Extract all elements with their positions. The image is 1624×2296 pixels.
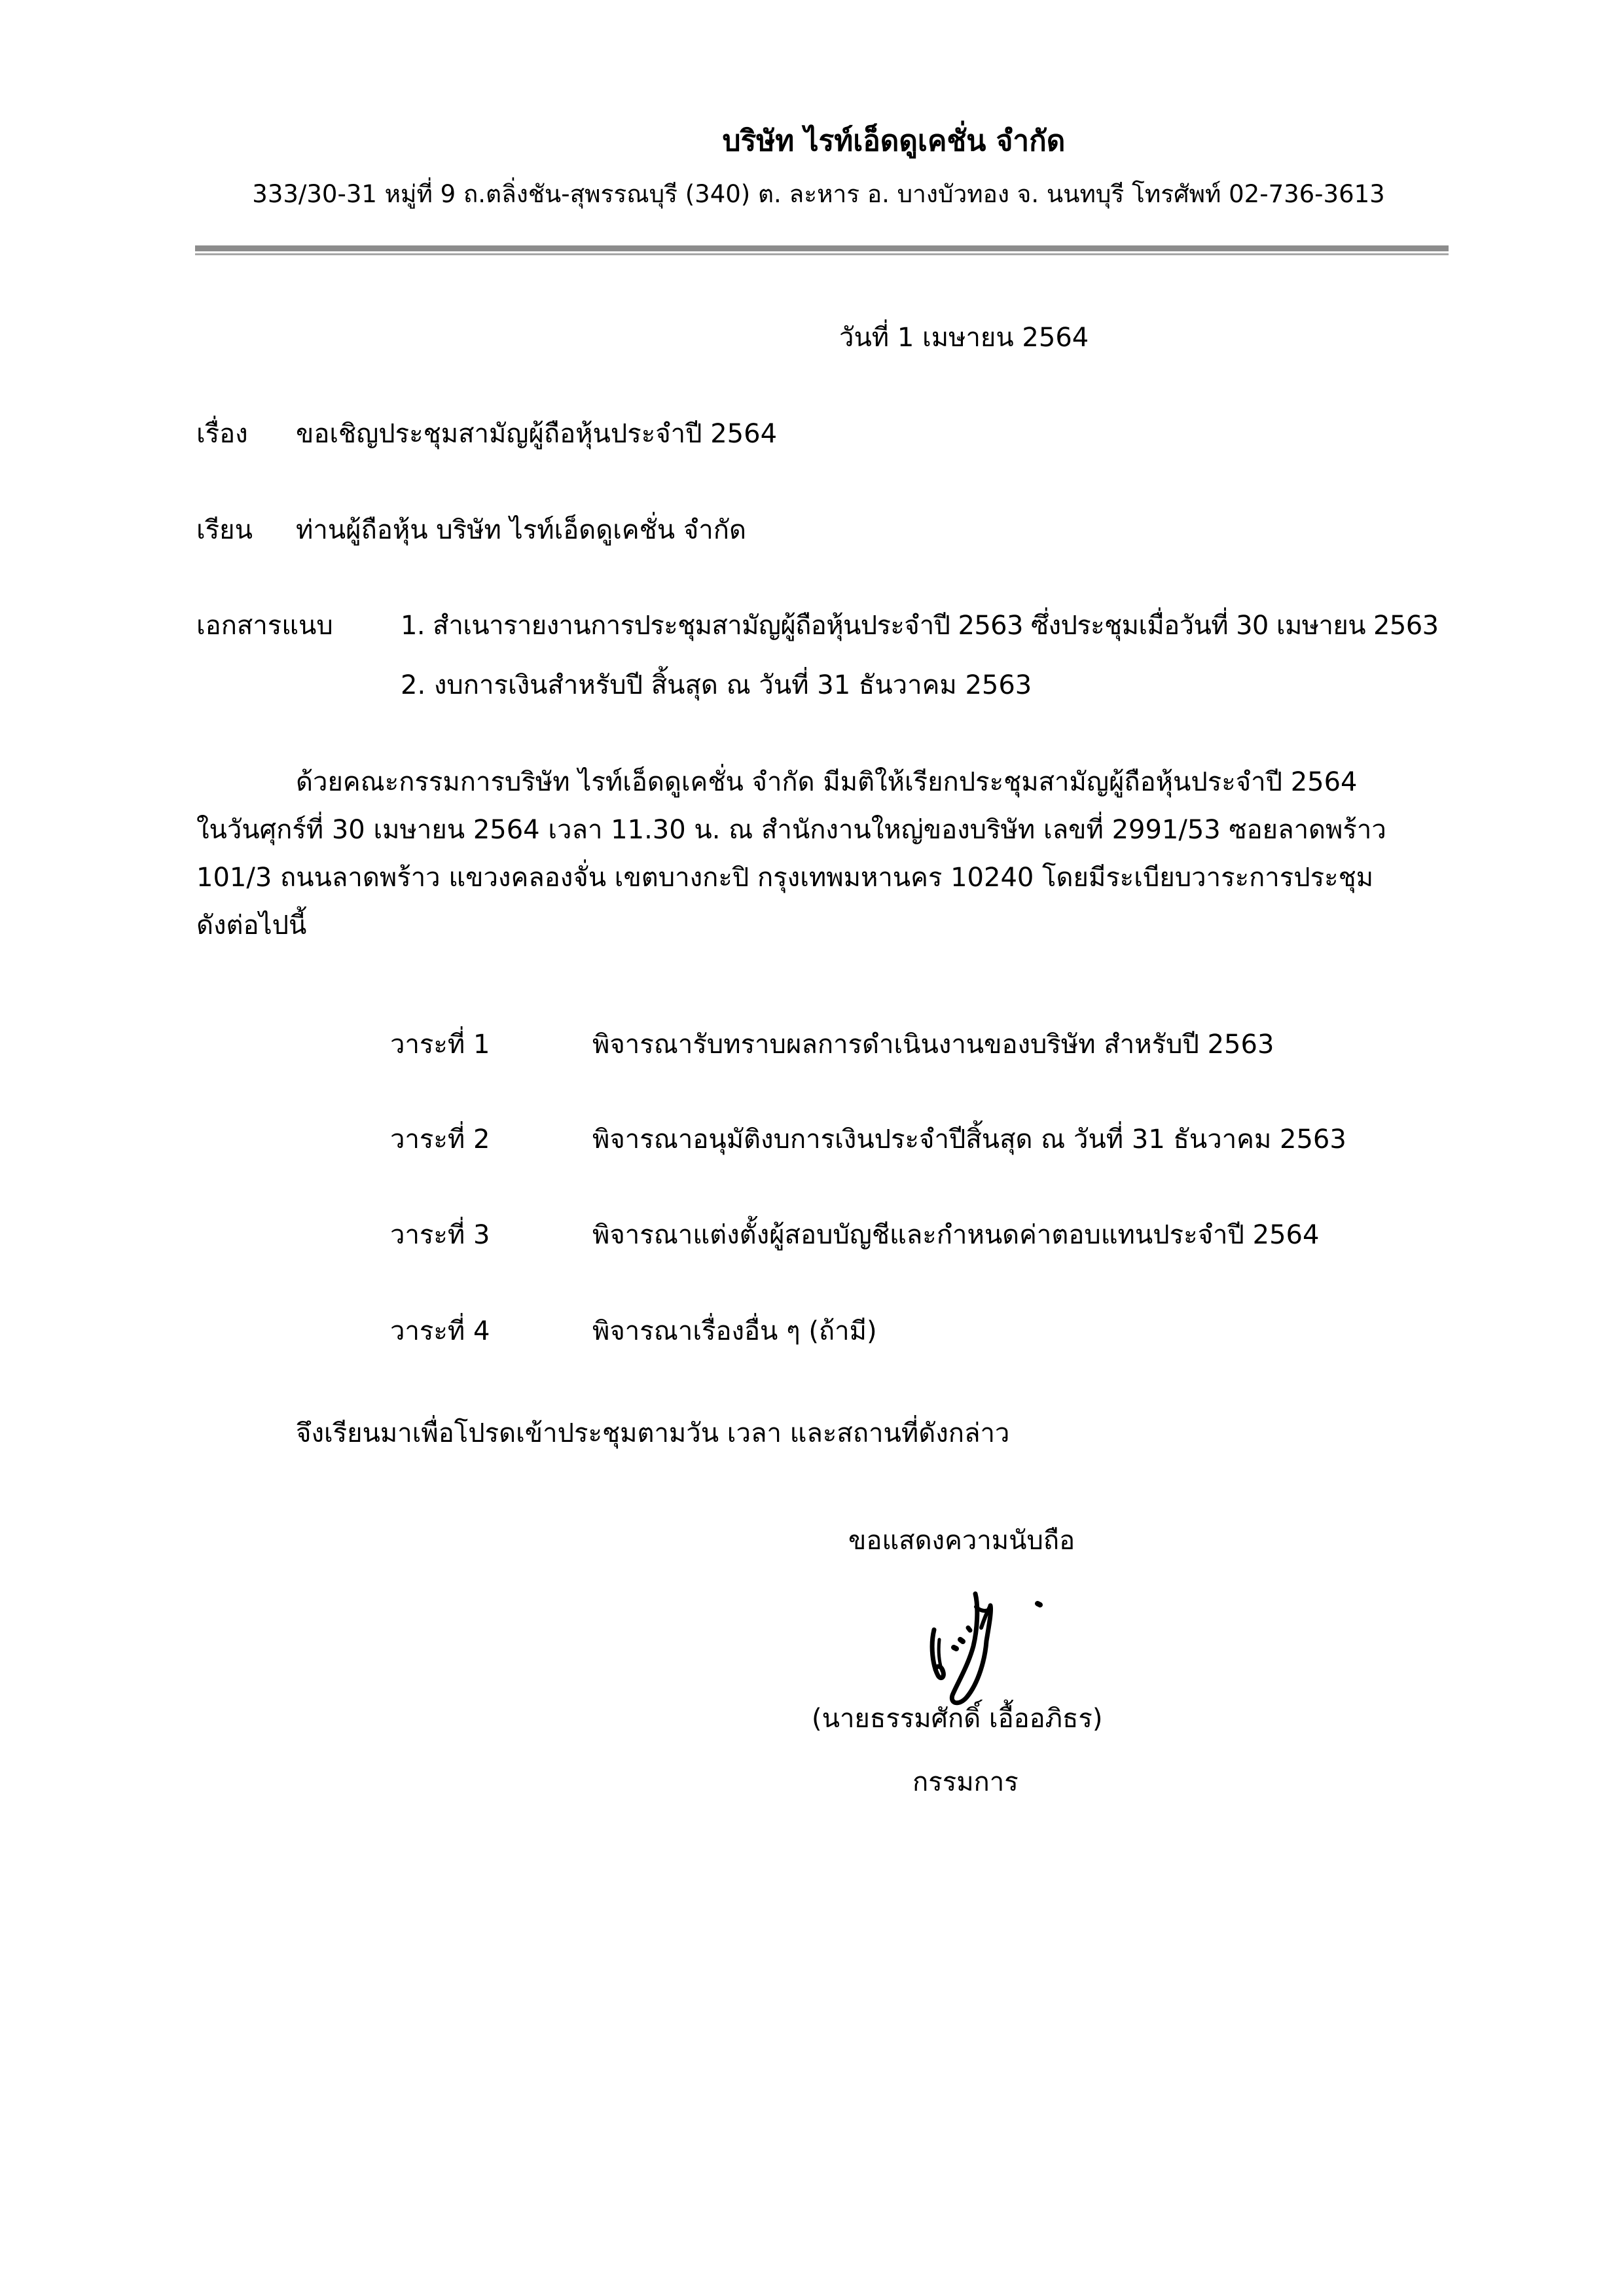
- body-line: ในวันศุกร์ที่ 30 เมษายน 2564 เวลา 11.30 น. ณ สำนักงานใหญ่ของบริษัท เลขที่ 2991/53 ซอยลาดพร้าว: [196, 815, 1386, 845]
- agenda-text: พิจารณารับทราบผลการดำเนินงานของบริษัท สำหรับปี 2563: [592, 1030, 1274, 1060]
- agenda-label: วาระที่ 4: [390, 1316, 490, 1346]
- agenda-label: วาระที่ 3: [390, 1220, 490, 1250]
- enclosure-item: 1. สำเนารายงานการประชุมสามัญผู้ถือหุ้นประจำปี 2563 ซึ่งประชุมเมื่อวันที่ 30 เมษายน 2563: [401, 611, 1439, 641]
- recipient-label: เรียน: [196, 515, 253, 545]
- agenda-text: พิจารณาอนุมัติงบการเงินประจำปีสิ้นสุด ณ วันที่ 31 ธันวาคม 2563: [592, 1124, 1346, 1155]
- enclosures-label: เอกสารแนบ: [196, 611, 333, 641]
- agenda-text: พิจารณาเรื่องอื่น ๆ (ถ้ามี): [592, 1316, 877, 1346]
- enclosure-item: 2. งบการเงินสำหรับปี สิ้นสุด ณ วันที่ 31 ธันวาคม 2563: [401, 670, 1032, 700]
- body-line: ดังต่อไปนี้: [196, 910, 307, 941]
- letter-date: วันที่ 1 เมษายน 2564: [839, 323, 1089, 353]
- regards-text: ขอแสดงความนับถือ: [848, 1526, 1075, 1556]
- signer-name: (นายธรรมศักดิ์ เอื้ออภิธร): [812, 1704, 1103, 1734]
- body-line: 101/3 ถนนลาดพร้าว แขวงคลองจั่น เขตบางกะปิ กรุงเทพมหานคร 10240 โดยมีระเบียบวาระการประชุม: [196, 863, 1374, 893]
- agenda-text: พิจารณาแต่งตั้งผู้สอบบัญชีและกำหนดค่าตอบแทนประจำปี 2564: [592, 1220, 1320, 1250]
- agenda-label: วาระที่ 2: [390, 1124, 490, 1155]
- company-name: บริษัท ไรท์เอ็ดดูเคชั่น จำกัด: [722, 124, 1066, 158]
- signature-icon: [913, 1568, 1070, 1718]
- header-divider-thin: [195, 253, 1449, 255]
- company-address: 333/30-31 หมู่ที่ 9 ถ.ตลิ่งชัน-สุพรรณบุรี (340) ต. ละหาร อ. บางบัวทอง จ. นนทบุรี โทรศัพท์ 02-736-3613: [252, 180, 1385, 208]
- agenda-label: วาระที่ 1: [390, 1030, 490, 1060]
- closing-sentence: จึงเรียนมาเพื่อโปรดเข้าประชุมตามวัน เวลา และสถานที่ดังกล่าว: [296, 1418, 1010, 1448]
- header-divider: [195, 245, 1449, 251]
- body-line: ด้วยคณะกรรมการบริษัท ไรท์เอ็ดดูเคชั่น จำกัด มีมติให้เรียกประชุมสามัญผู้ถือหุ้นประจำปี 2564: [296, 767, 1358, 797]
- recipient-text: ท่านผู้ถือหุ้น บริษัท ไรท์เอ็ดดูเคชั่น จำกัด: [296, 515, 746, 545]
- subject-label: เรื่อง: [196, 419, 248, 449]
- signer-title: กรรมการ: [912, 1767, 1019, 1797]
- subject-text: ขอเชิญประชุมสามัญผู้ถือหุ้นประจำปี 2564: [296, 419, 778, 449]
- body-paragraph: [196, 759, 1448, 950]
